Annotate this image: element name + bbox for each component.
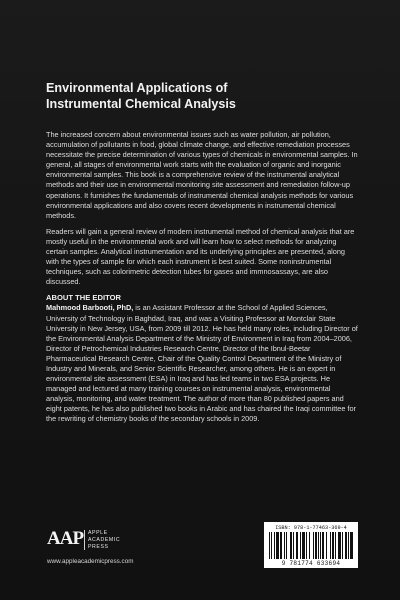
- barcode-bar: [284, 532, 285, 559]
- book-title: [46, 80, 358, 112]
- publisher-logo-text: [88, 530, 120, 550]
- barcode-bar: [338, 532, 341, 559]
- barcode-bar: [271, 532, 272, 559]
- publisher-name-line-3: PRESS: [88, 543, 109, 550]
- barcode-bar: [313, 532, 314, 559]
- editor-name: Mahmood Barbooti, PhD,: [46, 303, 134, 313]
- cover-content: [46, 80, 358, 431]
- barcode-bar: [332, 532, 334, 559]
- book-title-line-2: Instrumental Chemical Analysis: [46, 97, 236, 111]
- barcode-bar: [296, 532, 298, 559]
- barcode-bar: [335, 532, 336, 559]
- barcode-digits: 9 781774 633694: [281, 560, 341, 567]
- barcode-bar: [318, 532, 319, 559]
- barcode-bar: [320, 532, 321, 559]
- barcode-box: [264, 522, 358, 568]
- editor-bio-text: is an Assistant Professor at the School of Applied Sciences, University of Technology in Baghdad, Iraq, and was a Visiting Professor at Montclair State University in New Jersey, USA, from 2009 till 2012. He has held many roles, including Director of the Environmental Analysis Department of the Ministry of Environment in Iraq from 2004–2006, Director of Petrochemical Industries Research Centre, Director of the Ibnul-Beetar Pharmaceutical Research Centre, Chair of the Quality Control Department of the Ministry of Industry and Minerals, and Senior Scientific Researcher, among others. He is an expert in environmental site assessment (ESA) in Iraq and has led teams in two ESA projects. He managed and lectured at many training courses on instrumental analysis, environmental analysis, monitoring, and water treatment. The author of more than 80 published papers and eight patents, he has also published two books in Arabic and has chaired the Iraqi committee for the rewriting of chemistry books of the secondary schools in 2009.: [46, 303, 358, 424]
- barcode-bar: [306, 532, 307, 559]
- barcode-bar: [280, 532, 282, 559]
- barcode-bar: [286, 532, 287, 559]
- barcode-bar: [322, 532, 324, 559]
- barcode-bar: [350, 532, 353, 559]
- barcode-bar: [300, 532, 301, 559]
- barcode-bar: [276, 532, 279, 559]
- barcode-bar: [274, 532, 275, 559]
- description-paragraph-1: The increased concern about environmental issues such as water pollution, air pollution, accumulation of pollutants in food, global climate change, and effective remediation processes necessitate the precise determination of various types of chemicals in environmental samples. In general, all stages of environmental work starts with the evaluation of organic and inorganic environmental samples. This book is a comprehensive review of the instrumental analytical methods and their use in environmental monitoring site assessment and remediation follow-up operations. It furnishes the fundamentals of instrumental chemical analysis methods for various environmental applications and also covers recent developments in instrumental chemical methods.: [46, 130, 358, 220]
- barcode-bar: [326, 532, 327, 559]
- barcode-bar: [348, 532, 349, 559]
- barcode-bar: [290, 532, 292, 559]
- barcode-bar: [315, 532, 317, 559]
- barcode-image: [268, 532, 354, 559]
- description-paragraph-2: Readers will gain a general review of modern instrumental method of chemical analysis that are mostly useful in the environmental work and will learn how to select methods for analyzing certain samples. Analytical instrumentation and its underlying principles are presented, along with the types of sample for which each instrument is best suited. Some noninstrumental techniques, such as colorimetric detection tubes for gases and immnosassays, are also discussed.: [46, 226, 355, 287]
- barcode-bar: [302, 532, 305, 559]
- editor-bio: [46, 303, 358, 424]
- publisher-logo: [47, 528, 157, 558]
- publisher-name-line-1: APPLE: [88, 530, 108, 536]
- barcode-bar: [309, 532, 310, 559]
- barcode-bar: [342, 532, 343, 559]
- publisher-logo-mark: AAP: [47, 528, 84, 549]
- book-title-line-1: Environmental Applications of: [46, 81, 228, 95]
- publisher-website: www.appleacademicpress.com: [47, 558, 134, 565]
- isbn-label: ISBN: 978-1-77463-369-4: [275, 525, 347, 531]
- barcode-bar: [269, 532, 270, 559]
- about-editor-heading: ABOUT THE EDITOR: [46, 293, 121, 303]
- barcode-bar: [345, 532, 347, 559]
- barcode-bar: [293, 532, 294, 559]
- barcode-bar: [330, 532, 331, 559]
- publisher-name-line-2: ACADEMIC: [88, 536, 121, 543]
- publisher-logo-divider: [84, 530, 85, 550]
